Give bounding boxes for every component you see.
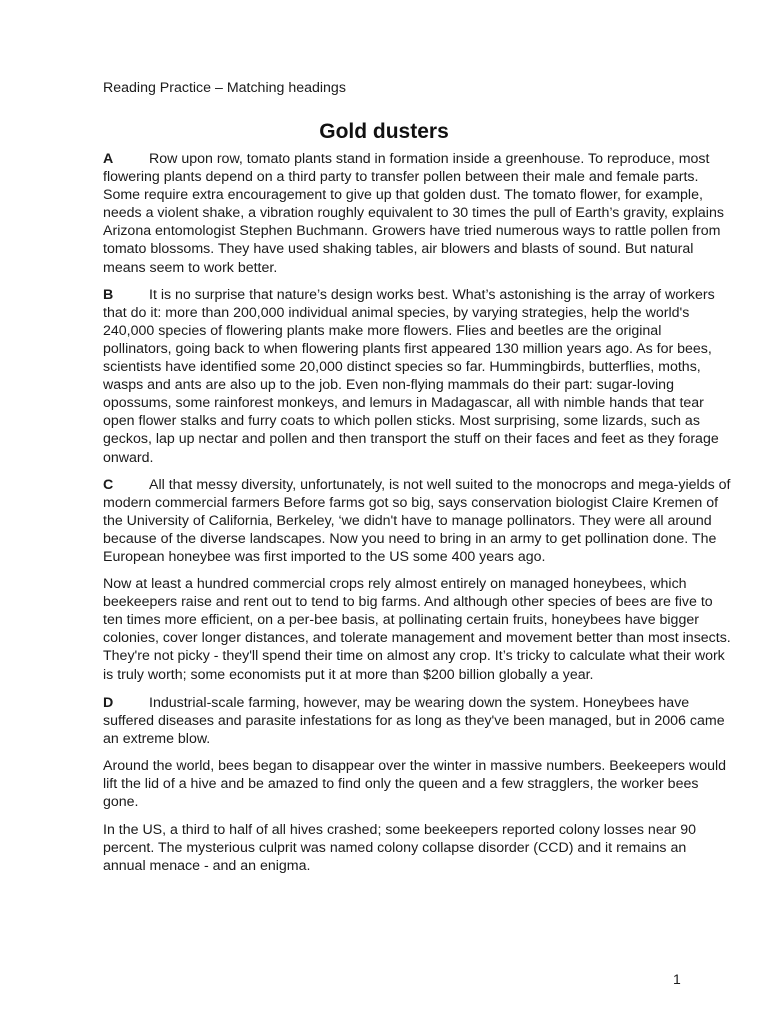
paragraph-text: Now at least a hundred commercial crops rely almost entirely on managed honeybees, which beekeepers raise and rent out to tend to big farms. And although other species of bees are five to ten times more efficient, on a per-bee basis, at pollinating certain fruits, honeybees have bigger colonies, cover longer distances, and tolerate management and movement better than most insects. They're not picky - they'll spend their time on almost any crop. It’s tricky to calculate what their work is truly worth; some economists put it at more than $200 billion globally a year. [103, 576, 731, 683]
paragraph-d-continued-1 [103, 757, 731, 811]
paragraph-text: In the US, a third to half of all hives crashed; some beekeepers reported colony losses near 90 percent. The mysterious culprit was named colony collapse disorder (CCD) and it remains an annual menace - and an enigma. [103, 822, 697, 875]
article-title: Gold dusters [319, 120, 449, 143]
paragraph-d [103, 694, 731, 748]
paragraph-b [103, 286, 731, 467]
paragraph-letter: D [103, 694, 114, 711]
paragraph-text: All that messy diversity, unfortunately, is not well suited to the monocrops and mega-yields of modern commercial farmers Before farms got so big, says conservation biologist Claire Kremen of the University of California, Berkeley, ‘we didn't have to manage pollinators. They were all around because of the diverse landscapes. Now you need to bring in an army to get pollination done. The European honeybee was first imported to the US some 400 years ago. [103, 476, 731, 565]
paragraph-c-continued [103, 575, 731, 684]
paragraph-letter: B [103, 286, 114, 303]
paragraph-a [103, 150, 731, 277]
paragraph-text: It is no surprise that nature’s design works best. What’s astonishing is the array of workers that do it: more than 200,000 individual animal species, by varying strategies, help the world's 240,000 species of flowering plants make more flowers. Flies and beetles are the original pollinators, going back to when flowering plants first appeared 130 million years ago. As for bees, scientists have identified some 20,000 distinct species so far. Hummingbirds, butterflies, moths, wasps and ants are also up to the job. Even non-flying mammals do their part: sugar-loving opossums, some rainforest monkeys, and lemurs in Madagascar, all with nimble hands that tear open flower stalks and furry coats to which pollen sticks. Most surprising, some lizards, such as geckos, lap up nectar and pollen and then transport the stuff on their faces and feet as they forage onward. [103, 286, 719, 466]
paragraph-d-continued-2 [103, 821, 731, 875]
article-body [103, 150, 731, 885]
paragraph-letter: C [103, 476, 114, 493]
page-number: 1 [673, 971, 681, 987]
paragraph-c [103, 476, 731, 566]
paragraph-text: Industrial-scale farming, however, may be wearing down the system. Honeybees have suffered diseases and parasite infestations for as long as they've been managed, but in 2006 came an extreme blow. [103, 694, 725, 747]
page-header: Reading Practice – Matching headings [103, 80, 346, 96]
paragraph-text: Row upon row, tomato plants stand in formation inside a greenhouse. To reproduce, most flowering plants depend on a third party to transfer pollen between their male and female parts. Some require extra encouragement to give up that golden dust. The tomato flower, for example, needs a violent shake, a vibration roughly equivalent to 30 times the pull of Earth’s gravity, explains Arizona entomologist Stephen Buchmann. Growers have tried numerous ways to rattle pollen from tomato blossoms. They have used shaking tables, air blowers and blasts of sound. But natural means seem to work better. [103, 151, 724, 276]
paragraph-text: Around the world, bees began to disappear over the winter in massive numbers. Beekeepers would lift the lid of a hive and be amazed to find only the queen and a few stragglers, the worker bees gone. [103, 757, 727, 811]
paragraph-letter: A [103, 151, 114, 167]
